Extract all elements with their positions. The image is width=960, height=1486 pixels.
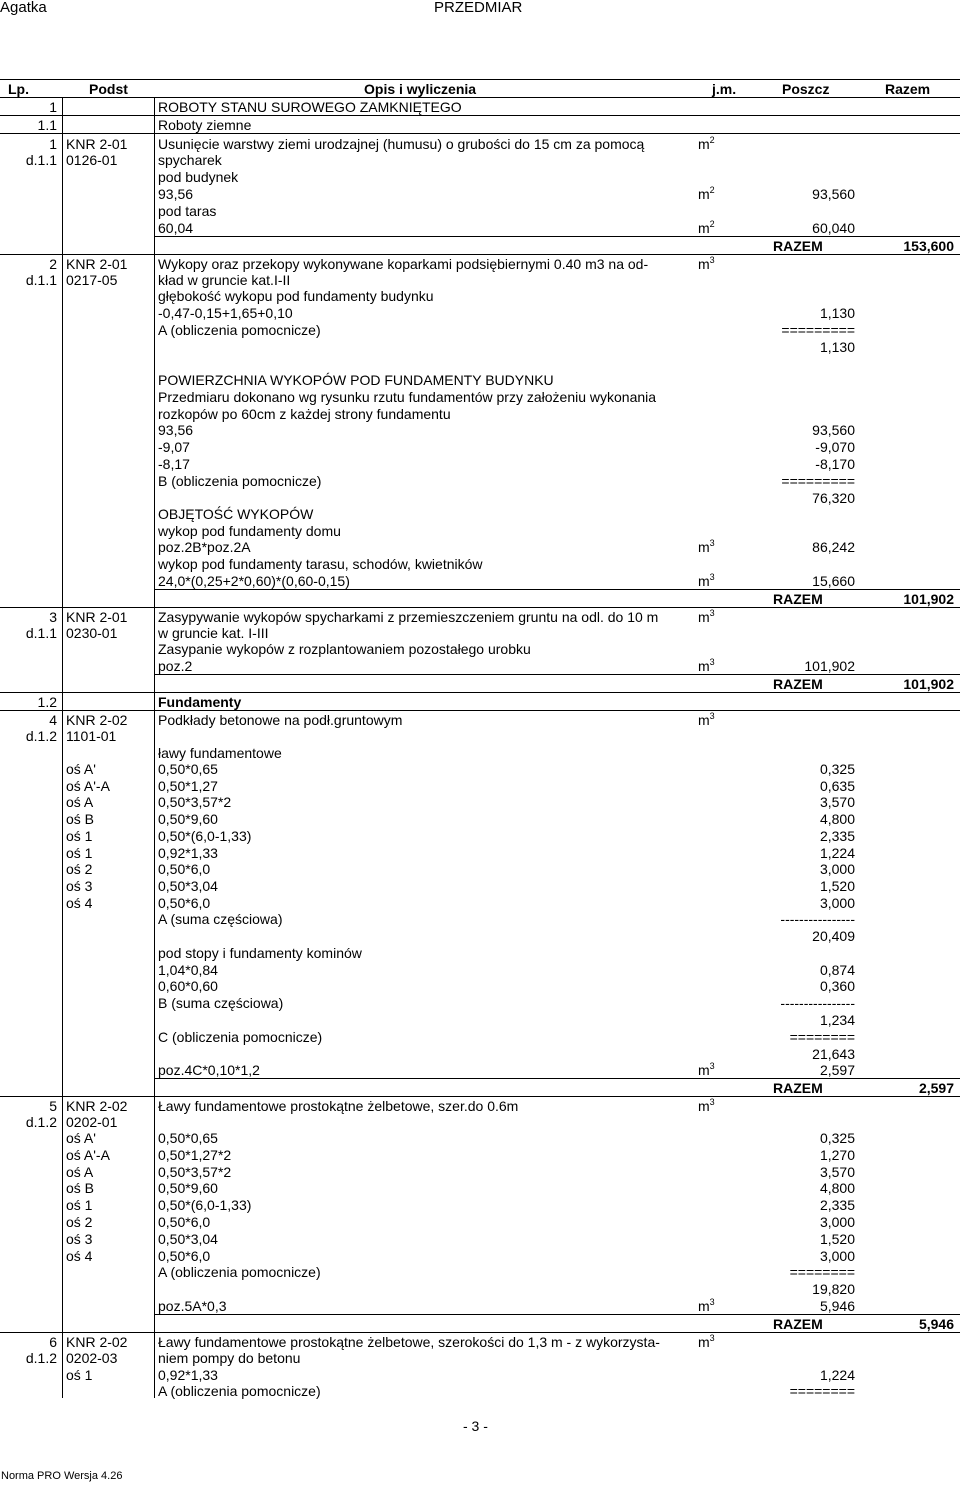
- header-lp: Lp.: [8, 81, 29, 97]
- calc-value: 4,800: [819, 811, 855, 828]
- catalog-code: KNR 2-01: [66, 609, 128, 625]
- calc-line: pod budynek: [158, 169, 239, 185]
- section-number: 1.2: [37, 694, 57, 710]
- catalog-code: 0126-01: [66, 152, 118, 168]
- calc-line: A (obliczenia pomocnicze): [158, 1383, 321, 1399]
- calc-separator: ========: [789, 1029, 855, 1045]
- row-rule: [0, 710, 960, 711]
- calc-separator: =========: [781, 322, 855, 338]
- header-poszcz: Poszcz: [782, 81, 830, 97]
- total-label: RAZEM: [773, 238, 823, 254]
- total-value: 101,902: [903, 676, 954, 692]
- position-section-ref: d.1.2: [25, 728, 57, 744]
- catalog-code: 0202-01: [66, 1114, 118, 1130]
- calc-line: B (suma częściowa): [158, 995, 284, 1011]
- calc-line: -8,17: [158, 456, 190, 472]
- calc-value: 1,270: [819, 1146, 855, 1163]
- calc-line: ławy fundamentowe: [158, 745, 282, 761]
- total-label: RAZEM: [773, 676, 823, 692]
- position-section-ref: d.1.1: [25, 152, 57, 168]
- axis-label: oś 3: [66, 1230, 93, 1247]
- calc-value: -8,170: [815, 456, 855, 472]
- position-description: Usunięcie warstwy ziemi urodzajnej (humusu) o grubości do 15 cm za pomocą: [158, 136, 645, 152]
- calc-value: 4,800: [819, 1180, 855, 1197]
- calc-line: Zasypanie wykopów z rozplantowaniem pozostałego urobku: [158, 641, 531, 657]
- row-rule: [0, 692, 960, 693]
- calc-line: 0,50*6,0: [158, 1214, 211, 1230]
- calc-value: 15,660: [812, 573, 855, 589]
- axis-label: oś 1: [66, 1367, 93, 1383]
- total-label: RAZEM: [773, 1080, 823, 1096]
- calc-line: wykop pod fundamenty domu: [158, 523, 341, 539]
- calc-line: A (obliczenia pomocnicze): [158, 322, 321, 338]
- position-number: 1: [49, 136, 57, 152]
- row-rule: [154, 589, 960, 590]
- position-description: spycharek: [158, 152, 222, 168]
- axis-label: oś 2: [66, 861, 93, 878]
- total-label: RAZEM: [773, 1316, 823, 1332]
- position-description: w gruncie kat. I-III: [158, 625, 269, 641]
- total-value: 5,946: [918, 1316, 954, 1332]
- calc-line: pod taras: [158, 203, 217, 219]
- position-section-ref: d.1.2: [25, 1114, 57, 1130]
- calc-line: 0,50*6,0: [158, 894, 211, 911]
- axis-label: oś B: [66, 811, 95, 828]
- catalog-code: 0230-01: [66, 625, 118, 641]
- axis-label: oś A': [66, 1130, 96, 1146]
- calc-value: 0,635: [819, 777, 855, 794]
- section-title: ROBOTY STANU SUROWEGO ZAMKNIĘTEGO: [158, 99, 462, 115]
- unit: $m^3$: [698, 608, 715, 625]
- calc-value: 1,130: [819, 339, 855, 355]
- catalog-code: 0202-03: [66, 1350, 118, 1366]
- catalog-code: KNR 2-01: [66, 136, 128, 152]
- row-rule: [154, 1314, 960, 1315]
- calc-line: 0,50*1,27*2: [158, 1146, 232, 1163]
- calc-line: pod stopy i fundamenty kominów: [158, 945, 362, 961]
- calc-value: 1,224: [819, 1367, 855, 1383]
- calc-value: 0,874: [819, 962, 855, 978]
- unit: $m^3$: [698, 1061, 715, 1078]
- axis-label: oś B: [66, 1180, 95, 1197]
- total-value: 101,902: [903, 591, 954, 607]
- header-podst: Podst: [89, 81, 128, 97]
- calc-value: 1,520: [819, 877, 855, 894]
- position-number: 3: [49, 609, 57, 625]
- calc-value: 2,597: [819, 1062, 855, 1078]
- calc-line: 0,50*1,27: [158, 777, 218, 794]
- unit: $m^3$: [698, 1333, 715, 1350]
- calc-separator: ========: [789, 1383, 855, 1399]
- row-rule: [154, 1078, 960, 1079]
- calc-line: 0,50*3,04: [158, 1230, 218, 1247]
- position-description: Podkłady betonowe na podł.gruntowym: [158, 712, 403, 728]
- calc-value: 3,000: [819, 861, 855, 878]
- calc-line: A (obliczenia pomocnicze): [158, 1264, 321, 1280]
- position-description: Ławy fundamentowe prostokątne żelbetowe, szerokości do 1,3 m - z wykorzysta-: [158, 1334, 660, 1350]
- calc-separator: ========: [789, 1264, 855, 1280]
- calc-separator: ----------------: [780, 995, 855, 1011]
- section-number: 1: [49, 99, 57, 115]
- unit: $m^3$: [698, 1297, 715, 1314]
- axis-label: oś A': [66, 761, 96, 777]
- calc-line: -9,07: [158, 439, 190, 455]
- calc-line: 0,50*6,0: [158, 1247, 211, 1264]
- table-top-rule: [0, 79, 960, 80]
- calc-line: 0,92*1,33: [158, 1367, 218, 1383]
- row-rule: [0, 1096, 960, 1097]
- catalog-code: KNR 2-02: [66, 1334, 128, 1350]
- calc-heading: POWIERZCHNIA WYKOPÓW POD FUNDAMENTY BUDYNKU: [158, 372, 554, 388]
- section-number: 1.1: [37, 117, 57, 133]
- position-number: 4: [49, 712, 57, 728]
- axis-label: oś 2: [66, 1214, 93, 1230]
- calc-line: 0,50*3,57*2: [158, 1163, 232, 1180]
- unit: $m^3$: [698, 572, 715, 589]
- calc-value: 19,820: [812, 1281, 855, 1297]
- calc-value: 3,000: [819, 1247, 855, 1264]
- page-number: - 3 -: [463, 1418, 488, 1434]
- calc-line: głębokość wykopu pod fundamenty budynku: [158, 288, 434, 304]
- calc-line: 0,50*(6,0-1,33): [158, 827, 252, 844]
- table-header-rule: [0, 97, 960, 98]
- calc-line: 0,50*(6,0-1,33): [158, 1197, 252, 1214]
- calc-value: 1,234: [819, 1012, 855, 1028]
- axis-label: oś A'-A: [66, 777, 110, 794]
- calc-line: poz.4C*0,10*1,2: [158, 1062, 260, 1078]
- calc-value: 0,360: [819, 978, 855, 994]
- column-divider: [62, 98, 63, 1398]
- calc-separator: =========: [781, 473, 855, 489]
- position-description: kład w gruncie kat.I-II: [158, 272, 291, 288]
- unit: $m^2$: [698, 135, 715, 152]
- calc-line: wykop pod fundamenty tarasu, schodów, kwietników: [158, 556, 483, 572]
- calc-line: -0,47-0,15+1,65+0,10: [158, 305, 293, 321]
- total-label: RAZEM: [773, 591, 823, 607]
- calc-value: 93,560: [812, 422, 855, 438]
- unit: $m^3$: [698, 657, 715, 674]
- position-description: Ławy fundamentowe prostokątne żelbetowe, szer.do 0.6m: [158, 1098, 519, 1114]
- unit: $m^2$: [698, 219, 715, 236]
- unit: $m^2$: [698, 185, 715, 202]
- row-rule: [0, 607, 960, 608]
- calc-line: poz.5A*0,3: [158, 1298, 227, 1314]
- axis-label: oś A'-A: [66, 1146, 110, 1163]
- calc-line: 0,50*0,65: [158, 761, 218, 777]
- calc-line: 93,56: [158, 186, 194, 202]
- calc-value: 1,130: [819, 305, 855, 321]
- calc-value: 76,320: [812, 490, 855, 506]
- calc-line: 0,50*0,65: [158, 1130, 218, 1146]
- row-rule: [0, 115, 960, 116]
- total-value: 2,597: [918, 1080, 954, 1096]
- total-value: 153,600: [903, 238, 954, 254]
- row-rule: [154, 236, 960, 237]
- calc-value: 3,570: [819, 1163, 855, 1180]
- axis-label: oś 4: [66, 1247, 93, 1264]
- calc-separator: ----------------: [780, 911, 855, 927]
- unit: $m^3$: [698, 711, 715, 728]
- header-opis: Opis i wyliczenia: [364, 81, 477, 97]
- calc-line: 0,92*1,33: [158, 844, 218, 861]
- calc-line: B (obliczenia pomocnicze): [158, 473, 322, 489]
- calc-line: 0,50*6,0: [158, 861, 211, 878]
- calc-value: 0,325: [819, 1130, 855, 1146]
- position-section-ref: d.1.1: [25, 625, 57, 641]
- software-version: Norma PRO Wersja 4.26: [1, 1470, 123, 1482]
- calc-value: 5,946: [819, 1298, 855, 1314]
- calc-line: 0,50*9,60: [158, 1180, 218, 1197]
- calc-value: 93,560: [812, 186, 855, 202]
- catalog-code: KNR 2-02: [66, 712, 128, 728]
- calc-value: 86,242: [812, 539, 855, 555]
- unit: $m^3$: [698, 538, 715, 555]
- calc-value: 3,000: [819, 1214, 855, 1230]
- calc-line: 1,04*0,84: [158, 962, 218, 978]
- calc-value: 2,335: [819, 1197, 855, 1214]
- calc-line: poz.2B*poz.2A: [158, 539, 251, 555]
- calc-value: 1,224: [819, 844, 855, 861]
- calc-line: C (obliczenia pomocnicze): [158, 1029, 323, 1045]
- header-razem: Razem: [885, 81, 931, 97]
- catalog-code: KNR 2-01: [66, 256, 128, 272]
- catalog-code: 1101-01: [66, 728, 117, 744]
- position-number: 6: [49, 1334, 57, 1350]
- position-description: Zasypywanie wykopów spycharkami z przemieszczeniem gruntu na odl. do 10 m: [158, 609, 659, 625]
- axis-label: oś 1: [66, 844, 93, 861]
- calc-line: poz.2: [158, 658, 193, 674]
- document-author: Agatka: [0, 0, 47, 16]
- calc-line: 93,56: [158, 422, 194, 438]
- calc-line: 24,0*(0,25+2*0,60)*(0,60-0,15): [158, 573, 350, 589]
- calc-value: -9,070: [815, 439, 855, 455]
- calc-value: 3,000: [819, 894, 855, 911]
- calc-value: 101,902: [804, 658, 855, 674]
- calc-line: 0,50*3,57*2: [158, 794, 232, 811]
- unit: $m^3$: [698, 255, 715, 272]
- position-description: Wykopy oraz przekopy wykonywane koparkami podsiębiernymi 0.40 m3 na od-: [158, 256, 649, 272]
- header-jm: j.m.: [712, 81, 737, 97]
- calc-line: A (suma częściowa): [158, 911, 283, 927]
- axis-label: oś 3: [66, 877, 93, 894]
- calc-line: 0,60*0,60: [158, 978, 218, 994]
- calc-line: 0,50*9,60: [158, 811, 218, 828]
- axis-label: oś A: [66, 794, 94, 811]
- calc-value: 21,643: [812, 1046, 855, 1062]
- position-section-ref: d.1.2: [25, 1350, 57, 1366]
- catalog-code: 0217-05: [66, 272, 118, 288]
- unit: $m^3$: [698, 1097, 715, 1114]
- row-rule: [0, 254, 960, 255]
- position-number: 2: [49, 256, 57, 272]
- document-title: PRZEDMIAR: [434, 0, 523, 16]
- calc-heading: OBJĘTOŚĆ WYKOPÓW: [158, 506, 314, 522]
- calc-line: Przedmiaru dokonano wg rysunku rzutu fundamentów przy założeniu wykonania: [158, 389, 657, 405]
- row-rule: [154, 674, 960, 675]
- axis-label: oś 4: [66, 894, 93, 911]
- calc-value: 1,520: [819, 1230, 855, 1247]
- position-description: niem pompy do betonu: [158, 1350, 301, 1366]
- calc-value: 3,570: [819, 794, 855, 811]
- row-rule: [0, 1332, 960, 1333]
- axis-label: oś A: [66, 1163, 94, 1180]
- axis-label: oś 1: [66, 1197, 93, 1214]
- calc-value: 0,325: [819, 761, 855, 777]
- row-rule: [0, 133, 960, 134]
- calc-line: 60,04: [158, 220, 194, 236]
- calc-value: 20,409: [812, 928, 855, 944]
- calc-value: 60,040: [812, 220, 855, 236]
- calc-line: 0,50*3,04: [158, 877, 218, 894]
- section-title: Roboty ziemne: [158, 117, 252, 133]
- position-section-ref: d.1.1: [25, 272, 57, 288]
- calc-line: rozkopów po 60cm z każdej strony fundamentu: [158, 406, 451, 422]
- position-number: 5: [49, 1098, 57, 1114]
- column-divider: [154, 98, 155, 1398]
- axis-label: oś 1: [66, 827, 93, 844]
- catalog-code: KNR 2-02: [66, 1098, 128, 1114]
- calc-value: 2,335: [819, 827, 855, 844]
- section-title: Fundamenty: [158, 694, 242, 710]
